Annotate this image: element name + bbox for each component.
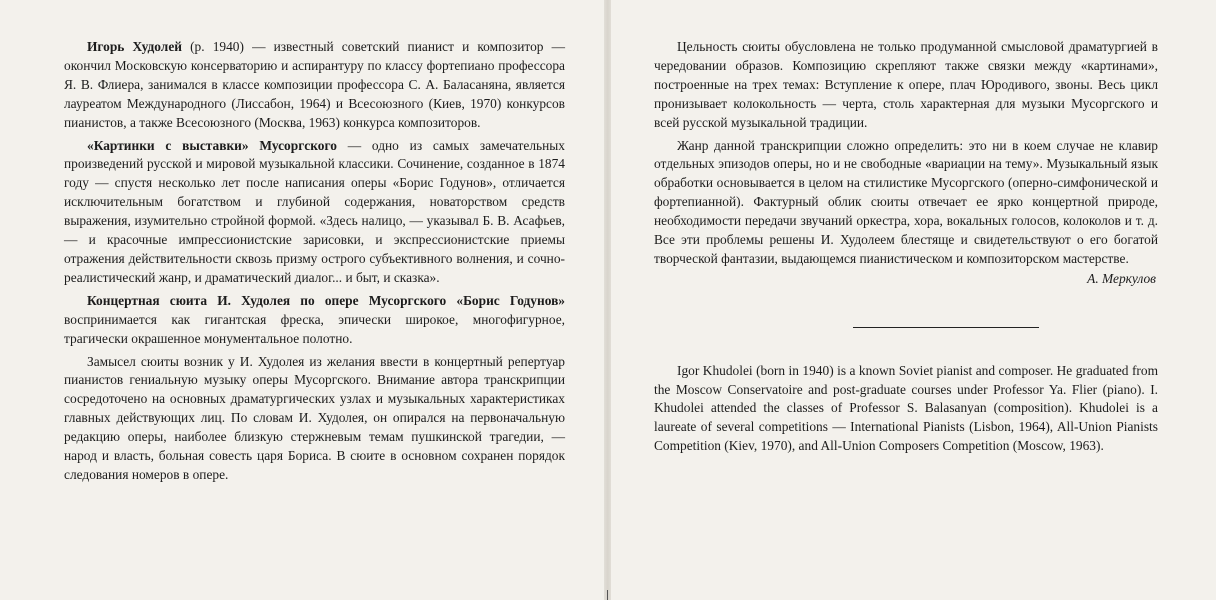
- paragraph-biography-en: Igor Khudolei (born in 1940) is a known Soviet pianist and composer. He graduated from the Moscow Conservatoire and post-graduate courses under Professor Ya. Flier (piano). I. Khudolei attended the classes of Professor S. Balasanyan (composition). Khudolei is a laureate of several competitions — International Pianists (Lisbon, 1964), All-Union Pianists Competition (Kiev, 1970), and All-Union Composers Competition (Moscow, 1963).: [654, 362, 1158, 454]
- bold-lead-title: «Картинки с выставки» Мусоргского: [87, 137, 337, 153]
- paragraph-pictures-exhibition: [64, 137, 565, 288]
- fold-mark: [607, 590, 608, 600]
- bold-lead-suite: Концертная сюита И. Худолея по опере Мусоргского «Борис Годунов»: [87, 292, 565, 308]
- paragraph-text: (р. 1940) — известный советский пианист и композитор — окончил Московскую консерваторию и аспирантуру по классу фортепиано профессора Я. В. Флиера, занимался в классе композиции профессора С. А. Баласаняна, является лауреатом Международного (Лиссабон, 1964) и Всесоюзного (Киев, 1970) конкурсов пианистов, а также Всесоюзного (Москва, 1963) конкурса композиторов.: [64, 39, 565, 130]
- left-page: [0, 0, 605, 600]
- paragraph-concert-suite: [64, 292, 565, 349]
- english-section: [654, 362, 1158, 456]
- paragraph-text: воспринимается как гигантская фреска, эпически широкое, многофигурное, трагически окрашенное монументальное полотно.: [64, 311, 565, 346]
- bold-lead-name: Игорь Худолей: [87, 39, 182, 54]
- paragraph-biography-ru: [64, 38, 565, 133]
- paragraph-suite-concept: Замысел сюиты возник у И. Худолея из желания ввести в концертный репертуар пианистов гениальную музыку оперы Мусоргского. Внимание автора транскрипции сосредоточено на основных драматургических узлах и музыкальных характеристиках главных действующих лиц. По словам И. Худолея, он опирался на первоначальную редакцию оперы, наиболее близкую стержневым темам пушкинской трагедии, — народ и власть, больная совесть царя Бориса. В сюите в основном сохранен порядок следования номеров в опере.: [64, 353, 565, 482]
- paragraph-suite-integrity: Цельность сюиты обусловлена не только продуманной смысловой драматургией в чередовании образов. Композицию скрепляют также связки между «картинами», построенные на трех темах: Вступление к опере, плач Юродивого, звоны. Весь цикл пронизывает колокольность — черта, столь характерная для музыки Мусоргского и всей русской музыкальной традиции.: [654, 39, 1158, 130]
- right-page: [611, 0, 1216, 600]
- author-signature: А. Меркулов: [1087, 270, 1156, 286]
- paragraph-text: — одно из самых замечательных произведений русской и мировой музыкальной классики. Сочинение, созданное в 1874 году — спустя несколько лет после написания оперы «Борис Годунов», отличается исключительным богатством и глубиной содержания, новаторством средств выражения, изумительно стройной формой. «Здесь налицо, — указывал Б. В. Асафьев, — и красочные импрессионистские зарисовки, и экспрессионистские приемы отражения действительности сквозь призму острого субъективного волнения, и сочно-реалистический жанр, и драматический диалог... и быт, и сказка».: [64, 137, 565, 285]
- section-divider: [853, 327, 1039, 328]
- paragraph-genre: Жанр данной транскрипции сложно определить: это ни в коем случае не клавир отдельных эпизодов оперы, но и не свободные «вариации на тему». Музыкальный язык обработки основывается в целом на стилистике Мусоргского (оперно-симфонической и фортепианной). Фактурный облик сюиты отвечает ее ярко концертной природе, необходимости передачи звучаний оркестра, хора, вокальных голосов, колоколов и т. д. Все эти проблемы решены И. Худолеем блестяще и свидетельствуют о его богатой творческой фантазии, выдающемся пианистическом и композиторском мастерстве.: [654, 137, 1158, 266]
